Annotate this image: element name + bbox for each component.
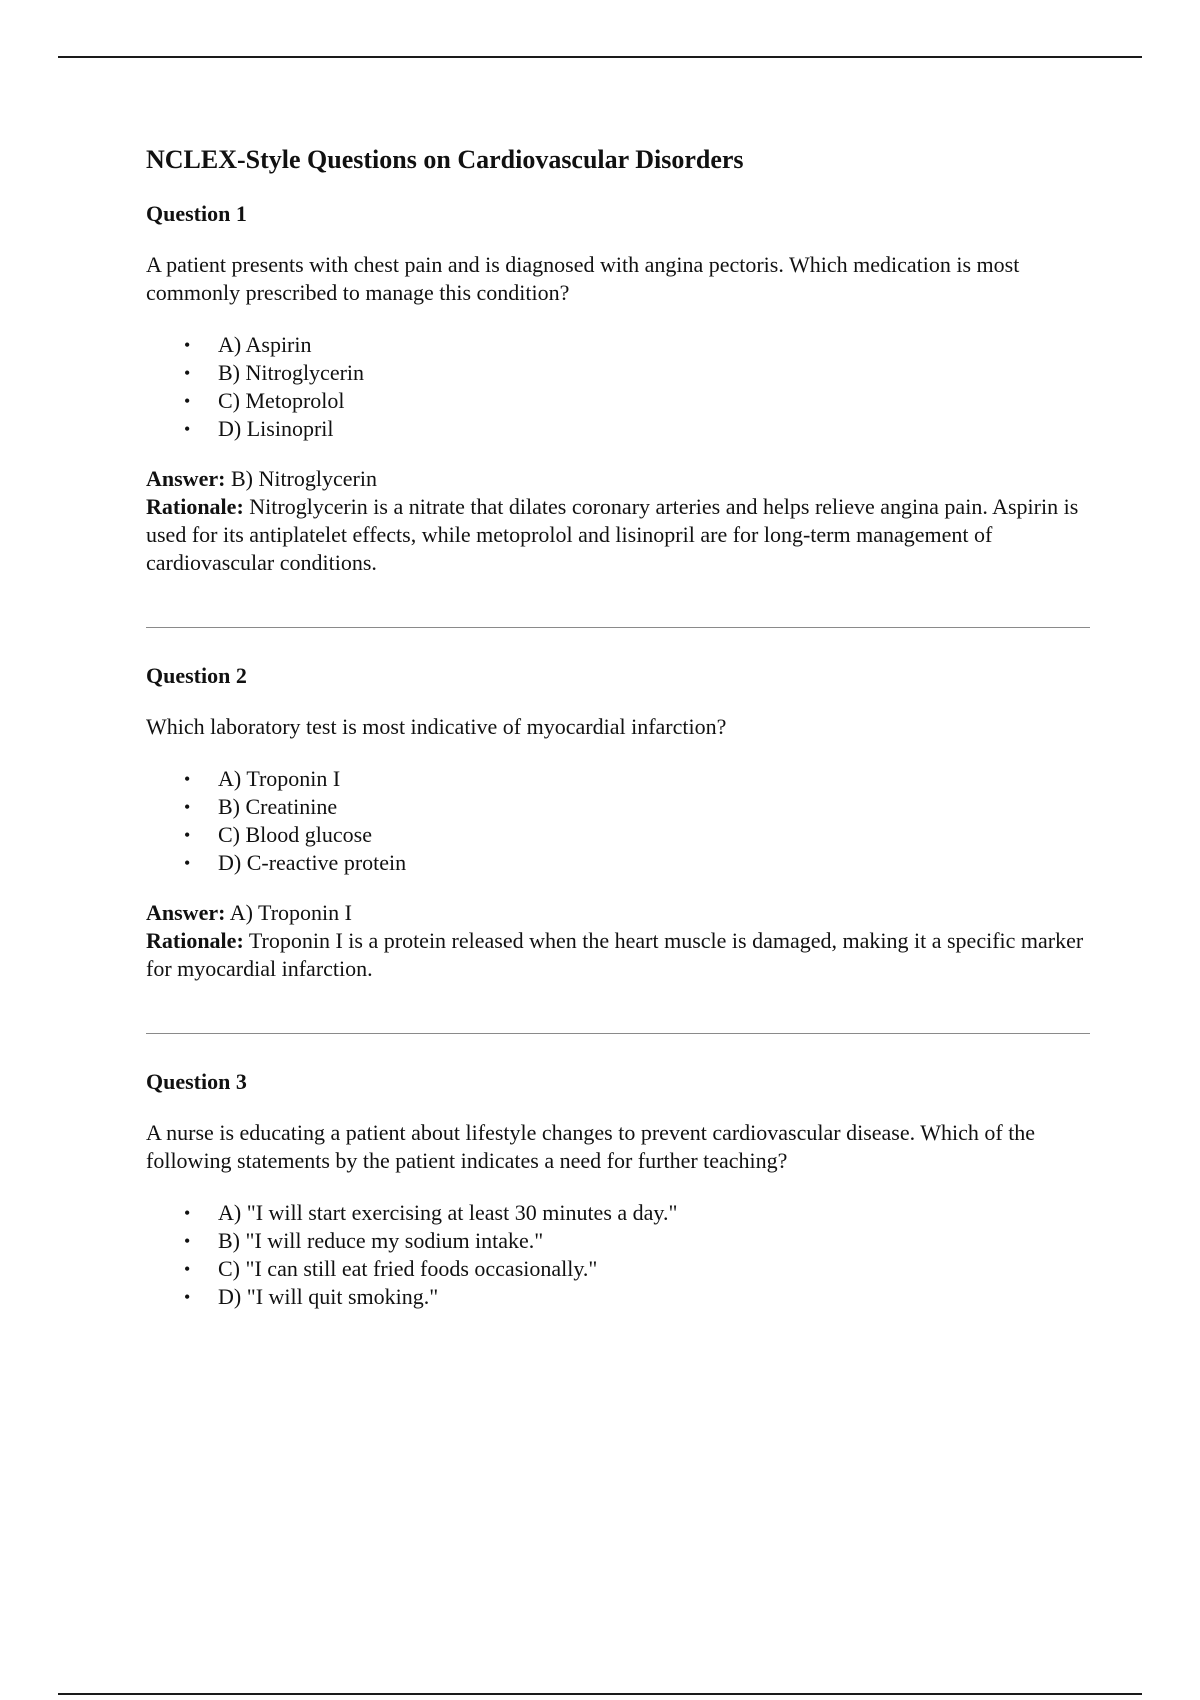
bullet-icon: •	[184, 825, 191, 845]
bullet-icon: •	[184, 1287, 191, 1307]
option-label: D) "I will quit smoking."	[218, 1284, 439, 1309]
document-title: NCLEX-Style Questions on Cardiovascular Disorders	[146, 145, 744, 174]
question-text: Which laboratory test is most indicative of myocardial infarction?	[146, 714, 727, 739]
bullet-icon: •	[184, 391, 191, 411]
answer-text: B) Nitroglycerin	[230, 466, 377, 491]
option-label: B) "I will reduce my sodium intake."	[218, 1228, 544, 1253]
document-body	[146, 143, 1090, 1333]
question-3	[146, 1067, 1090, 1311]
question-text: A nurse is educating a patient about lifestyle changes to prevent cardiovascular disease. Which of the following statements by the patient indicates a need for further teaching?	[146, 1120, 1036, 1173]
question-1	[146, 199, 1090, 577]
rationale-label: Rationale:	[146, 928, 244, 953]
option-label: C) Metoprolol	[218, 388, 345, 413]
option-item	[146, 387, 1090, 415]
rationale-text: Nitroglycerin is a nitrate that dilates coronary arteries and helps relieve angina pain. Aspirin is used for its antiplatelet effects, while metoprolol and lisinopril are for long-term management of cardiovascular conditions.	[146, 494, 1079, 575]
bullet-icon: •	[184, 335, 191, 355]
option-label: A) Aspirin	[218, 332, 312, 357]
bullet-icon: •	[184, 1203, 191, 1223]
answer-options	[146, 1199, 1090, 1311]
option-item	[146, 359, 1090, 387]
option-item	[146, 415, 1090, 443]
question-divider	[146, 627, 1090, 628]
bullet-icon: •	[184, 1231, 191, 1251]
rationale-label: Rationale:	[146, 494, 244, 519]
question-heading: Question 3	[146, 1069, 247, 1094]
page-bottom-rule	[58, 1693, 1142, 1695]
option-item	[146, 765, 1090, 793]
question-divider	[146, 1033, 1090, 1034]
answer-label: Answer:	[146, 900, 226, 925]
option-item	[146, 1227, 1090, 1255]
option-label: A) Troponin I	[218, 766, 341, 791]
answer-label: Answer:	[146, 466, 226, 491]
option-item	[146, 793, 1090, 821]
answer-options	[146, 331, 1090, 443]
option-item	[146, 849, 1090, 877]
question-2	[146, 661, 1090, 983]
option-item	[146, 1255, 1090, 1283]
option-label: B) Creatinine	[218, 794, 338, 819]
option-label: B) Nitroglycerin	[218, 360, 365, 385]
answer-text: A) Troponin I	[229, 900, 352, 925]
answer-rationale-block	[146, 465, 1090, 577]
option-label: D) Lisinopril	[218, 416, 334, 441]
option-label: C) Blood glucose	[218, 822, 372, 847]
rationale-text: Troponin I is a protein released when the heart muscle is damaged, making it a specific marker for myocardial infarction.	[146, 928, 1084, 981]
answer-rationale-block	[146, 899, 1090, 983]
option-item	[146, 1199, 1090, 1227]
option-label: D) C-reactive protein	[218, 850, 407, 875]
question-heading: Question 1	[146, 201, 247, 226]
question-heading: Question 2	[146, 663, 247, 688]
bullet-icon: •	[184, 419, 191, 439]
option-item	[146, 331, 1090, 359]
option-item	[146, 1283, 1090, 1311]
answer-options	[146, 765, 1090, 877]
option-label: A) "I will start exercising at least 30 minutes a day."	[218, 1200, 678, 1225]
bullet-icon: •	[184, 1259, 191, 1279]
question-text: A patient presents with chest pain and is diagnosed with angina pectoris. Which medication is most commonly prescribed to manage this condition?	[146, 252, 1020, 305]
page-top-rule	[58, 56, 1142, 58]
bullet-icon: •	[184, 853, 191, 873]
option-item	[146, 821, 1090, 849]
bullet-icon: •	[184, 363, 191, 383]
bullet-icon: •	[184, 797, 191, 817]
bullet-icon: •	[184, 769, 191, 789]
option-label: C) "I can still eat fried foods occasionally."	[218, 1256, 598, 1281]
